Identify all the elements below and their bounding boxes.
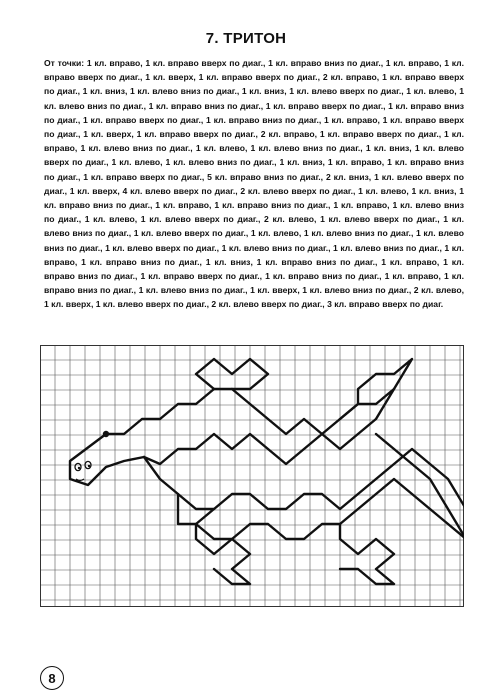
drawing-grid	[40, 345, 464, 607]
newt-front-lower-leg	[196, 509, 250, 584]
instructions-lead: От точки:	[44, 58, 85, 68]
newt-pupil-left	[78, 467, 80, 469]
grid-svg	[40, 345, 464, 607]
newt-back	[144, 389, 394, 464]
start-dot	[103, 431, 109, 437]
newt-pupil-right	[88, 465, 90, 467]
newt-rear-upper-leg	[340, 359, 412, 419]
page-number: 8	[40, 666, 64, 690]
newt-front-upper-leg	[196, 359, 268, 389]
newt-figure	[70, 359, 464, 584]
grid-lines	[40, 345, 464, 607]
newt-eye-left	[75, 463, 81, 470]
newt-rear-lower-leg	[340, 524, 394, 584]
page-title: 7. ТРИТОН	[205, 30, 287, 47]
newt-belly	[144, 449, 464, 539]
newt-snout	[70, 434, 144, 485]
instructions-text	[44, 56, 464, 312]
instructions-body: 1 кл. вправо, 1 кл. вправо вверх по диаг., 1 кл. вправо вниз по диаг., 1 кл. вправо, 1 кл. вправо вверх по диаг., 1 кл. вверх, 1 кл. вправо вверх по диаг., 2 кл. вправо, 1 кл. вправо вверх по диаг., 1 кл. вниз, 1 кл. влево вниз по диаг., 1 кл. вниз, 1 кл. влево вверх по диаг., 1 кл. влево, 1 кл. влево вниз по диаг., 1 кл. вправо вниз по диаг., 1 кл. вправо вверх по диаг., 1 кл. вправо вниз по диаг., 1 кл. вправо вверх по диаг., 1 кл. вправо вниз по диаг., 1 кл. вправо, 1 кл. вправо вверх по диаг., 1 кл. вверх, 1 кл. вправо вверх по диаг., 2 кл. вправо, 1 кл. вправо вверх по диаг., 1 кл. вправо, 1 кл. влево вниз по диаг., 1 кл. влево, 1 кл. влево вниз по диаг., 1 кл. вниз, 1 кл. влево вверх по диаг., 1 кл. влево, 1 кл. влево вниз по диаг., 1 кл. вниз, 1 кл. вправо, 1 кл. вправо вниз по диаг., 1 кл. вправо вверх по диаг., 5 кл. вправо вниз по диаг., 2 кл. вниз, 1 кл. влево вверх по диаг., 1 кл. вверх, 4 кл. влево вверх по диаг., 2 кл. влево вверх по диаг., 1 кл. влево, 1 кл. вниз, 1 кл. вправо вниз по диаг., 1 кл. вправо, 1 кл. вправо вниз по диаг., 1 кл. вправо, 1 кл. влево вниз по диаг., 1 кл. влево, 1 кл. влево вверх по диаг., 2 кл. влево, 1 кл. влево вверх по диаг., 1 кл. влево вниз по диаг., 1 кл. влево вверх по диаг., 1 кл. влево, 1 кл. влево вниз по диаг., 1 кл. влево вниз по диаг., 1 кл. влево вверх по диаг., 1 кл. влево вниз по диаг., 1 кл. влево вниз по диаг., 1 кл. вправо, 1 кл. вправо вниз по диаг., 1 кл. вниз, 1 кл. вправо вниз по диаг., 1 кл. вправо, 1 кл. вправо вниз по диаг., 1 кл. вправо вверх по диаг., 1 кл. вправо вниз по диаг., 1 кл. вправо, 1 кл. вправо вниз по диаг., 1 кл. влево вниз по диаг., 1 кл. вверх, 1 кл. влево вниз по диаг., 2 кл. влево, 1 кл. вверх, 1 кл. влево вверх по диаг., 2 кл. влево вверх по диаг., 3 кл. вправо вверх по диаг.	[44, 58, 464, 310]
